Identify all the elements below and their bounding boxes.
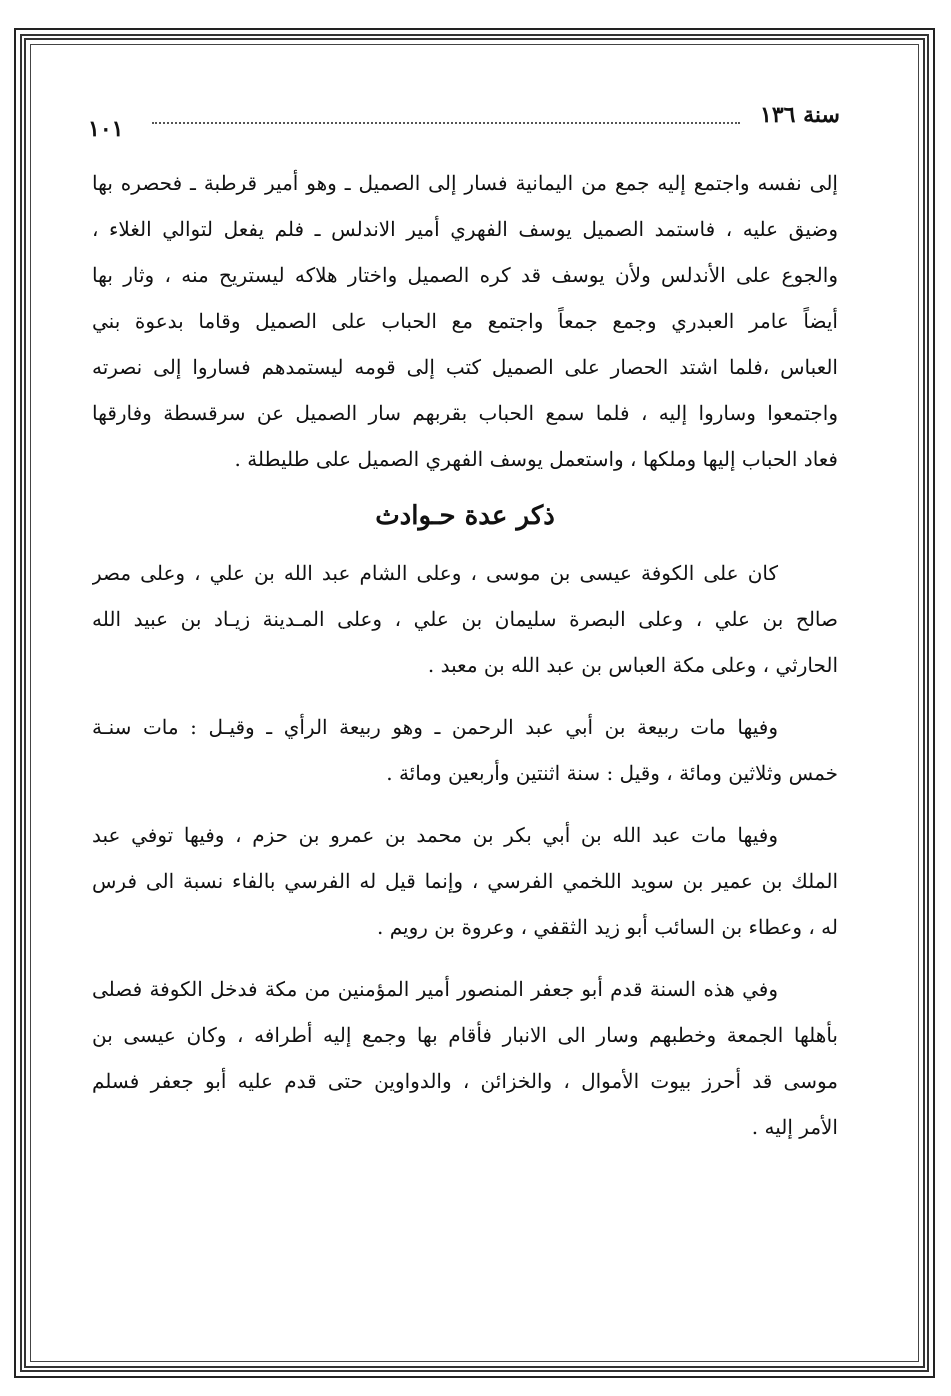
text-line: الأمر إليه . <box>751 1115 838 1139</box>
paragraph-spacer <box>92 688 838 704</box>
text-line: وضيق عليه ، فاستمد الصميل يوسف الفهري أمير الاندلس ـ فلم يفعل لتوالي الغلاء ، <box>92 217 838 241</box>
page-header <box>88 102 840 142</box>
text-line: وفيها مات عبد الله بن أبي بكر بن محمد بن عمرو بن حزم ، وفيها توفي عبد <box>92 823 778 847</box>
text-line: إلى نفسه واجتمع إليه جمع من اليمانية فسار إلى الصميل ـ وهو أمير قرطبة ـ فحصره بها <box>92 171 838 195</box>
text-line: له ، وعطاء بن السائب أبو زيد الثقفي ، وعروة بن رويم . <box>377 915 838 939</box>
text-line: العباس ،فلما اشتد الحصار على الصميل كتب إلى قومه ليستمدهم فساروا إلى نصرته <box>92 355 838 379</box>
text-line: وفي هذه السنة قدم أبو جعفر المنصور أمير المؤمنين من مكة فدخل الكوفة فصلى <box>92 977 778 1001</box>
paragraph-spacer <box>92 950 838 966</box>
page-number: ١٠١ <box>88 116 124 142</box>
text-line: كان على الكوفة عيسى بن موسى ، وعلى الشام عبد الله بن علي ، وعلى مصر <box>92 561 778 585</box>
text-line: بأهلها الجمعة وخطبهم وسار الى الانبار فأقام بها وجمع إليه أطرافه ، وكان عيسى بن <box>92 1023 838 1047</box>
paragraph-5 <box>92 966 838 1150</box>
text-line: موسى قد أحرز بيوت الأموال ، والخزائن ، والدواوين حتى قدم عليه أبو جعفر فسلم <box>92 1069 838 1093</box>
header-dotted-leader <box>152 122 740 124</box>
paragraph-1 <box>92 160 838 482</box>
text-line: وفيها مات ربيعة بن أبي عبد الرحمن ـ وهو ربيعة الرأي ـ وقيـل : مات سنـة <box>92 715 778 739</box>
text-line: أيضاً عامر العبدري وجمع جمعاً واجتمع مع الحباب على الصميل وقاما بدعوة بني <box>92 309 838 333</box>
running-title: سنة ١٣٦ <box>760 102 840 128</box>
text-line: الملك بن عمير بن سويد اللخمي الفرسي ، وإنما قيل له الفرسي بالفاء نسبة الى فرس <box>92 869 838 893</box>
section-heading: ذكر عدة حـوادث <box>375 501 555 531</box>
paragraph-2 <box>92 550 838 688</box>
paragraph-3 <box>92 704 838 796</box>
text-line: والجوع على الأندلس ولأن يوسف قد كره الصميل واختار هلاكه ليستريح منه ، وثار بها <box>92 263 838 287</box>
text-line: الحارثي ، وعلى مكة العباس بن عبد الله بن معبد . <box>427 653 838 677</box>
text-line: واجتمعوا وساروا إليه ، فلما سمع الحباب بقربهم سار الصميل عن سرقسطة وفارقها <box>92 401 838 425</box>
paragraph-spacer <box>92 796 838 812</box>
paragraph-4 <box>92 812 838 950</box>
text-line: فعاد الحباب إليها وملكها ، واستعمل يوسف الفهري الصميل على طليطلة . <box>234 447 838 471</box>
text-line: خمس وثلاثين ومائة ، وقيل : سنة اثنتين وأربعين ومائة . <box>386 761 838 785</box>
page-body <box>92 160 838 1150</box>
text-line: صالح بن علي ، وعلى البصرة سليمان بن علي ، وعلى المـدينة زيـاد بن عبيد الله <box>92 607 838 631</box>
